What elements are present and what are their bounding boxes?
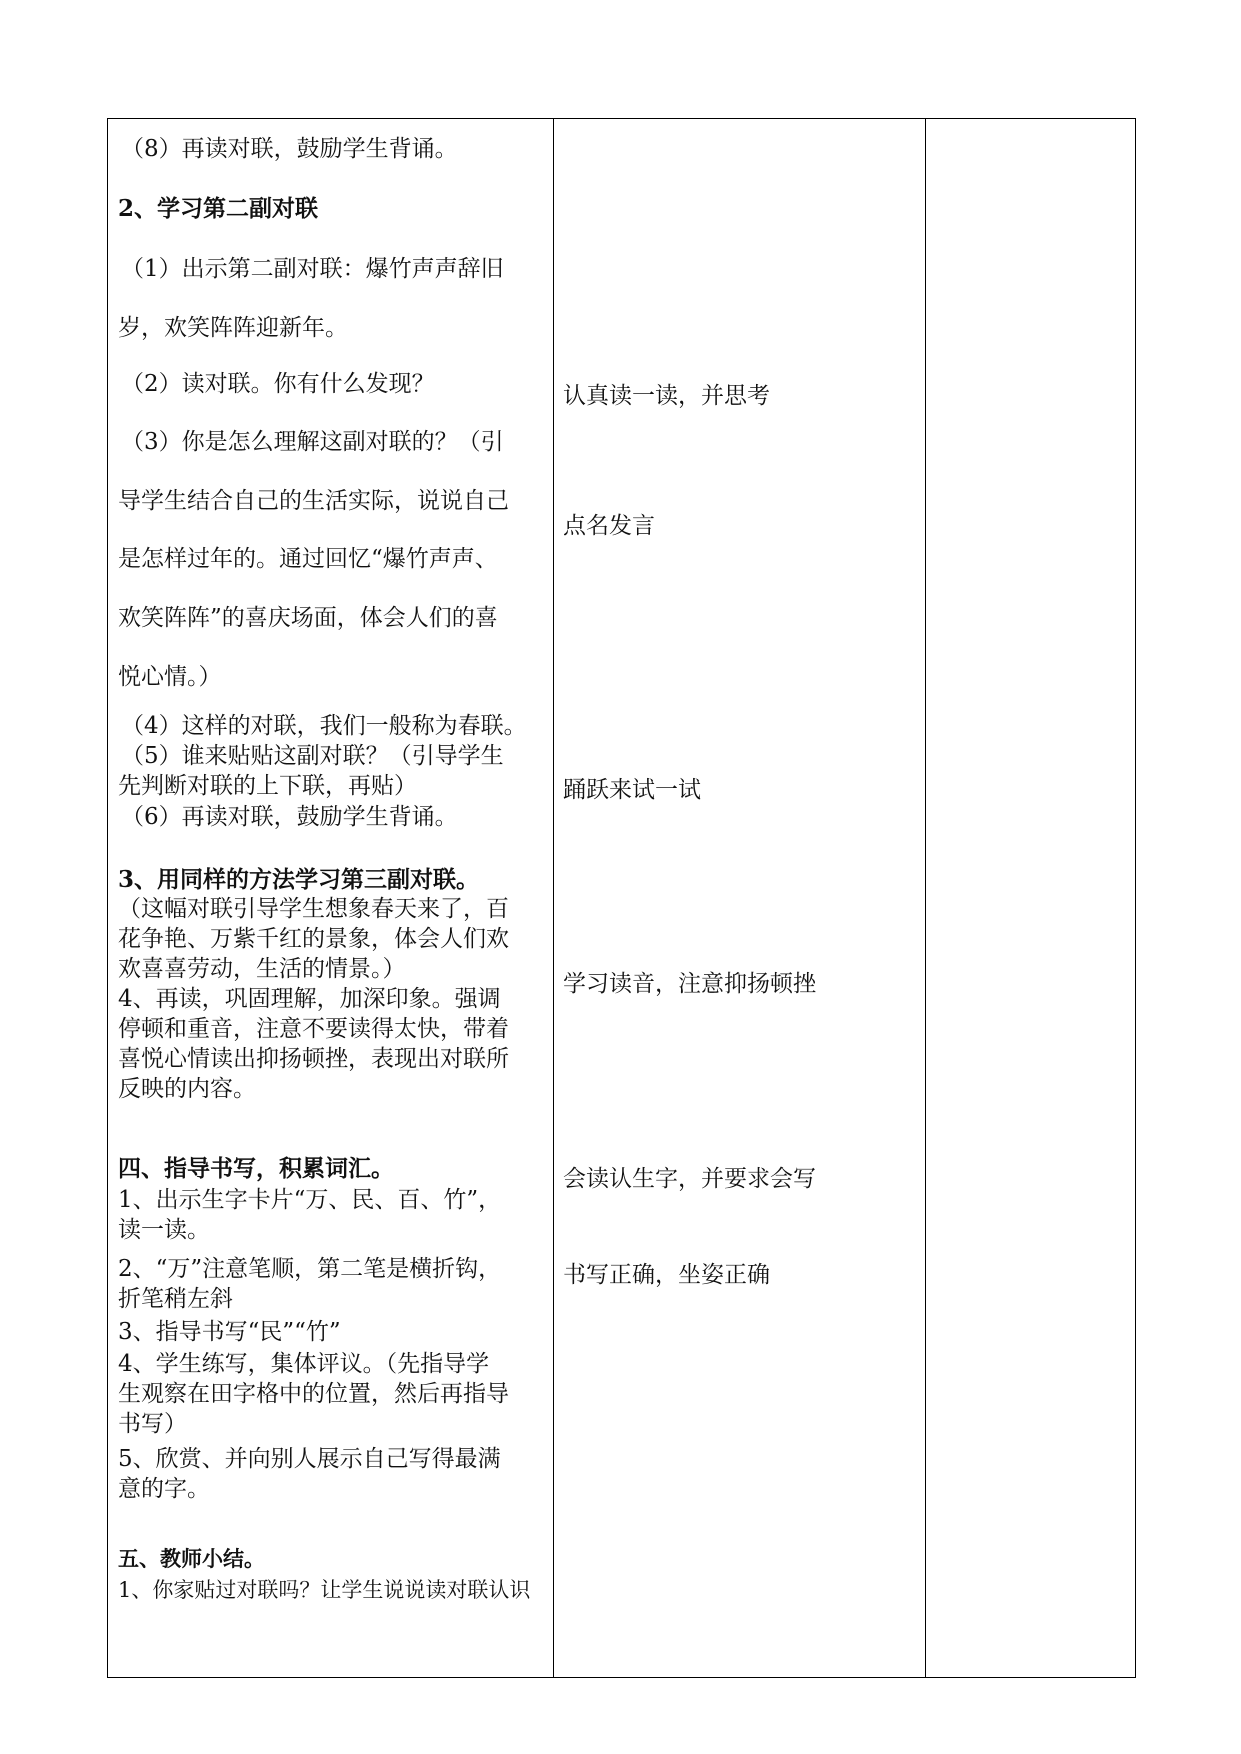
c2-line: 点名发言 — [563, 513, 655, 539]
c1-line: 书写） — [118, 1411, 187, 1437]
c1-line: （这幅对联引导学生想象春天来了，百 — [118, 896, 509, 922]
c1-line: 4、学生练写，集体评议。（先指导学 — [118, 1351, 490, 1377]
c1-line: （6）再读对联，鼓励学生背诵。 — [121, 804, 458, 830]
c1-line: 停顿和重音，注意不要读得太快，带着 — [118, 1016, 509, 1042]
c1-line: （4）这样的对联，我们一般称为春联。 — [121, 713, 527, 739]
c1-line: （3）你是怎么理解这副对联的？（引 — [121, 429, 504, 455]
c1-line: 反映的内容。 — [118, 1076, 256, 1102]
c1-line: 欢喜喜劳动，生活的情景。） — [118, 956, 406, 982]
c1-heading: 四、指导书写，积累词汇。 — [118, 1155, 394, 1182]
c1-line: 先判断对联的上下联，再贴） — [118, 773, 417, 799]
column-divider — [553, 119, 554, 1677]
c2-line: 会读认生字，并要求会写 — [563, 1166, 816, 1192]
c1-line: 悦心情。） — [118, 664, 222, 690]
c2-line: 认真读一读，并思考 — [563, 383, 770, 409]
c1-line: 是怎样过年的。通过回忆“爆竹声声、 — [118, 546, 498, 572]
c2-line: 踊跃来试一试 — [563, 777, 701, 803]
c1-line: 折笔稍左斜 — [118, 1286, 233, 1312]
c1-line: 读一读。 — [118, 1217, 210, 1243]
c1-line: 4、再读，巩固理解，加深印象。强调 — [118, 986, 501, 1012]
column-divider — [925, 119, 926, 1677]
c1-heading: 3、用同样的方法学习第三副对联。 — [118, 866, 480, 893]
c1-line: 导学生结合自己的生活实际，说说自己 — [118, 488, 509, 514]
c2-line: 学习读音，注意抑扬顿挫 — [563, 971, 816, 997]
c1-line: 生观察在田字格中的位置，然后再指导 — [118, 1381, 509, 1407]
c1-line: 意的字。 — [118, 1476, 210, 1502]
c1-line: （8）再读对联，鼓励学生背诵。 — [121, 136, 458, 162]
c2-line: 书写正确，坐姿正确 — [563, 1262, 770, 1288]
c1-line: 岁，欢笑阵阵迎新年。 — [118, 315, 348, 341]
c1-line: 3、指导书写“民”“竹” — [118, 1319, 341, 1345]
c1-line: （1）出示第二副对联：爆竹声声辞旧 — [121, 256, 504, 282]
c1-line: 5、欣赏、并向别人展示自己写得最满 — [118, 1446, 501, 1472]
c1-line: （5）谁来贴贴这副对联？（引导学生 — [121, 743, 504, 769]
c1-heading: 五、教师小结。 — [118, 1546, 265, 1571]
c1-line: 1、出示生字卡片“万、民、百、竹”， — [118, 1187, 502, 1213]
c1-line: 花争艳、万紫千红的景象，体会人们欢 — [118, 926, 509, 952]
c1-line: 2、“万”注意笔顺，第二笔是横折钩， — [118, 1256, 502, 1282]
c1-line: 欢笑阵阵”的喜庆场面，体会人们的喜 — [118, 605, 498, 631]
c1-line: （2）读对联。你有什么发现？ — [121, 371, 435, 397]
c1-line: 喜悦心情读出抑扬顿挫，表现出对联所 — [118, 1046, 509, 1072]
c1-heading: 2、学习第二副对联 — [118, 195, 319, 222]
c1-line: 1、你家贴过对联吗？让学生说说读对联认识 — [118, 1578, 531, 1602]
